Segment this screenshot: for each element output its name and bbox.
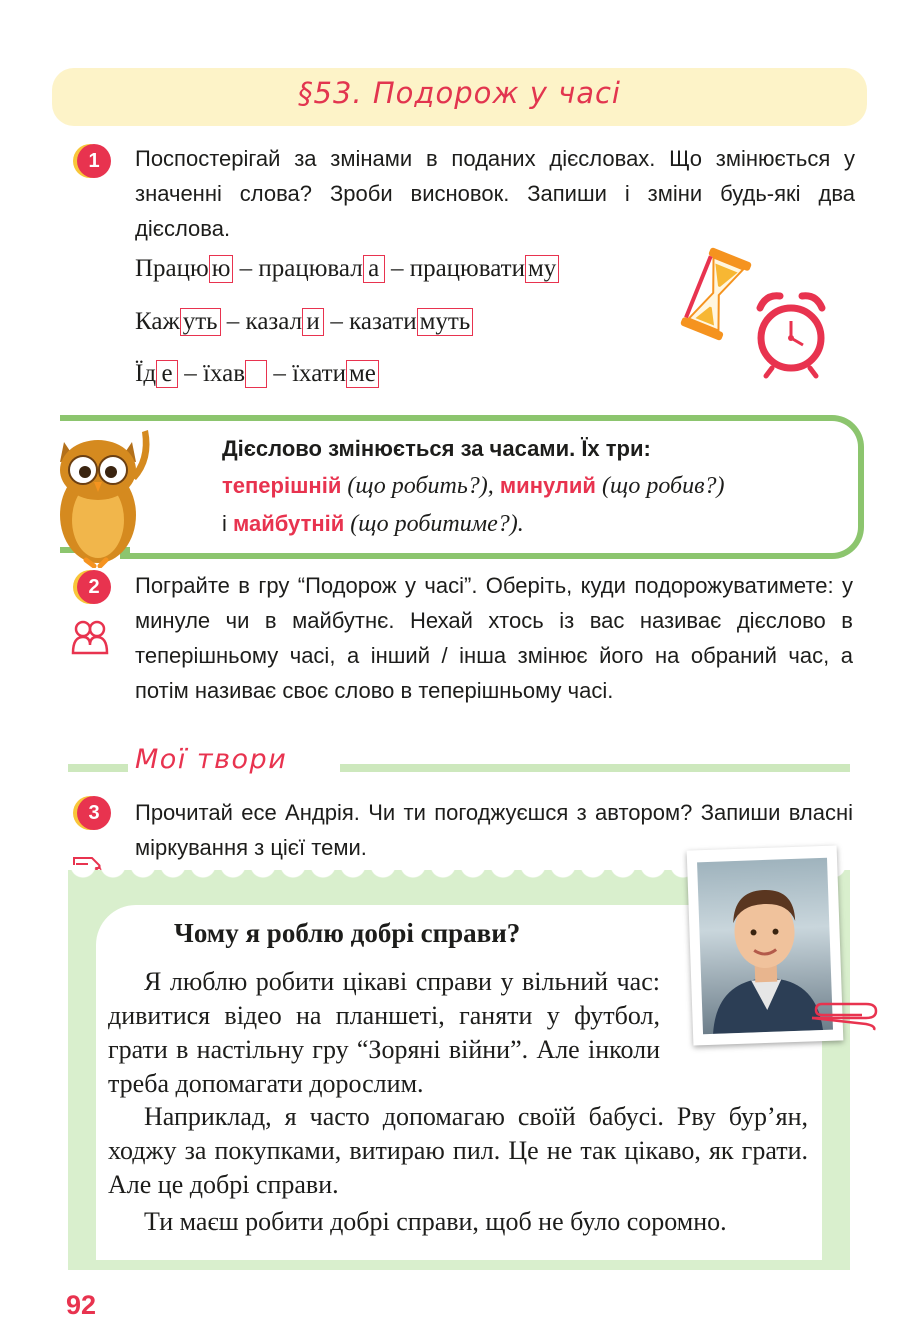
verb-row: Каж уть – казал и – казати муть [135,308,473,336]
task1-text: Поспостерігай за змінами в поданих дієсловах. Що змінюється у значенні слова? Зроби висновок. Запиши і зміни будь-які два дієслова. [135,146,855,241]
page-title: §53. Подорож у часі [298,76,621,110]
owl-icon [50,420,160,568]
essay-title: Чому я роблю добрі справи? [174,918,521,948]
page-number: 92 [66,1290,97,1320]
section-divider [340,764,850,772]
hourglass-icon [676,244,756,344]
section-label: Мої твори [135,744,288,775]
essay-paragraph: Наприклад, я часто допомагаю своїй бабусі. Рву бур’ян, ходжу за покупками, витираю пил. Це не так цікаво, як грати. Але це добрі справи. [108,1102,808,1199]
section-divider [68,764,128,772]
task-number-badge: 2 [77,570,111,604]
task-number-badge: 3 [77,796,111,830]
paperclip-icon [808,1002,880,1032]
alarm-clock-icon [752,288,830,380]
verb-row: Їд е – їхав – їхати ме [135,360,379,388]
task-number-badge: 1 [77,144,111,178]
essay-paragraph: Я люблю робити цікаві справи у вільний час: дивитися відео на планшеті, ганяти у футбол, грати в настільну гру “Зоряні війни”. Але інколи треба допомагати дорослим. [108,967,660,1098]
task3-text: Прочитай есе Андрія. Чи ти погоджуєшся з автором? Запиши власні міркування з цієї теми. [135,800,853,860]
task2-text: Пограйте в гру “Подорож у часі”. Оберіть, куди подорожуватимете: у минуле чи в майбутнє. Нехай хтось із вас називає дієслово в теперішньому часі, а інший / інша змінює його на обраний час, а потім називає своє слово в теперішньому часі. [135,573,853,703]
rule-text: Дієслово змінюється за часами. Їх три: теперішній (що робить?), минулий (що робив?) і майбутній (що робитиме?). [222,436,725,537]
essay-paragraph: Ти маєш робити добрі справи, щоб не було соромно. [144,1207,727,1236]
verb-row: Працю ю – працювал а – працювати му [135,255,559,283]
pair-work-icon [70,617,110,657]
